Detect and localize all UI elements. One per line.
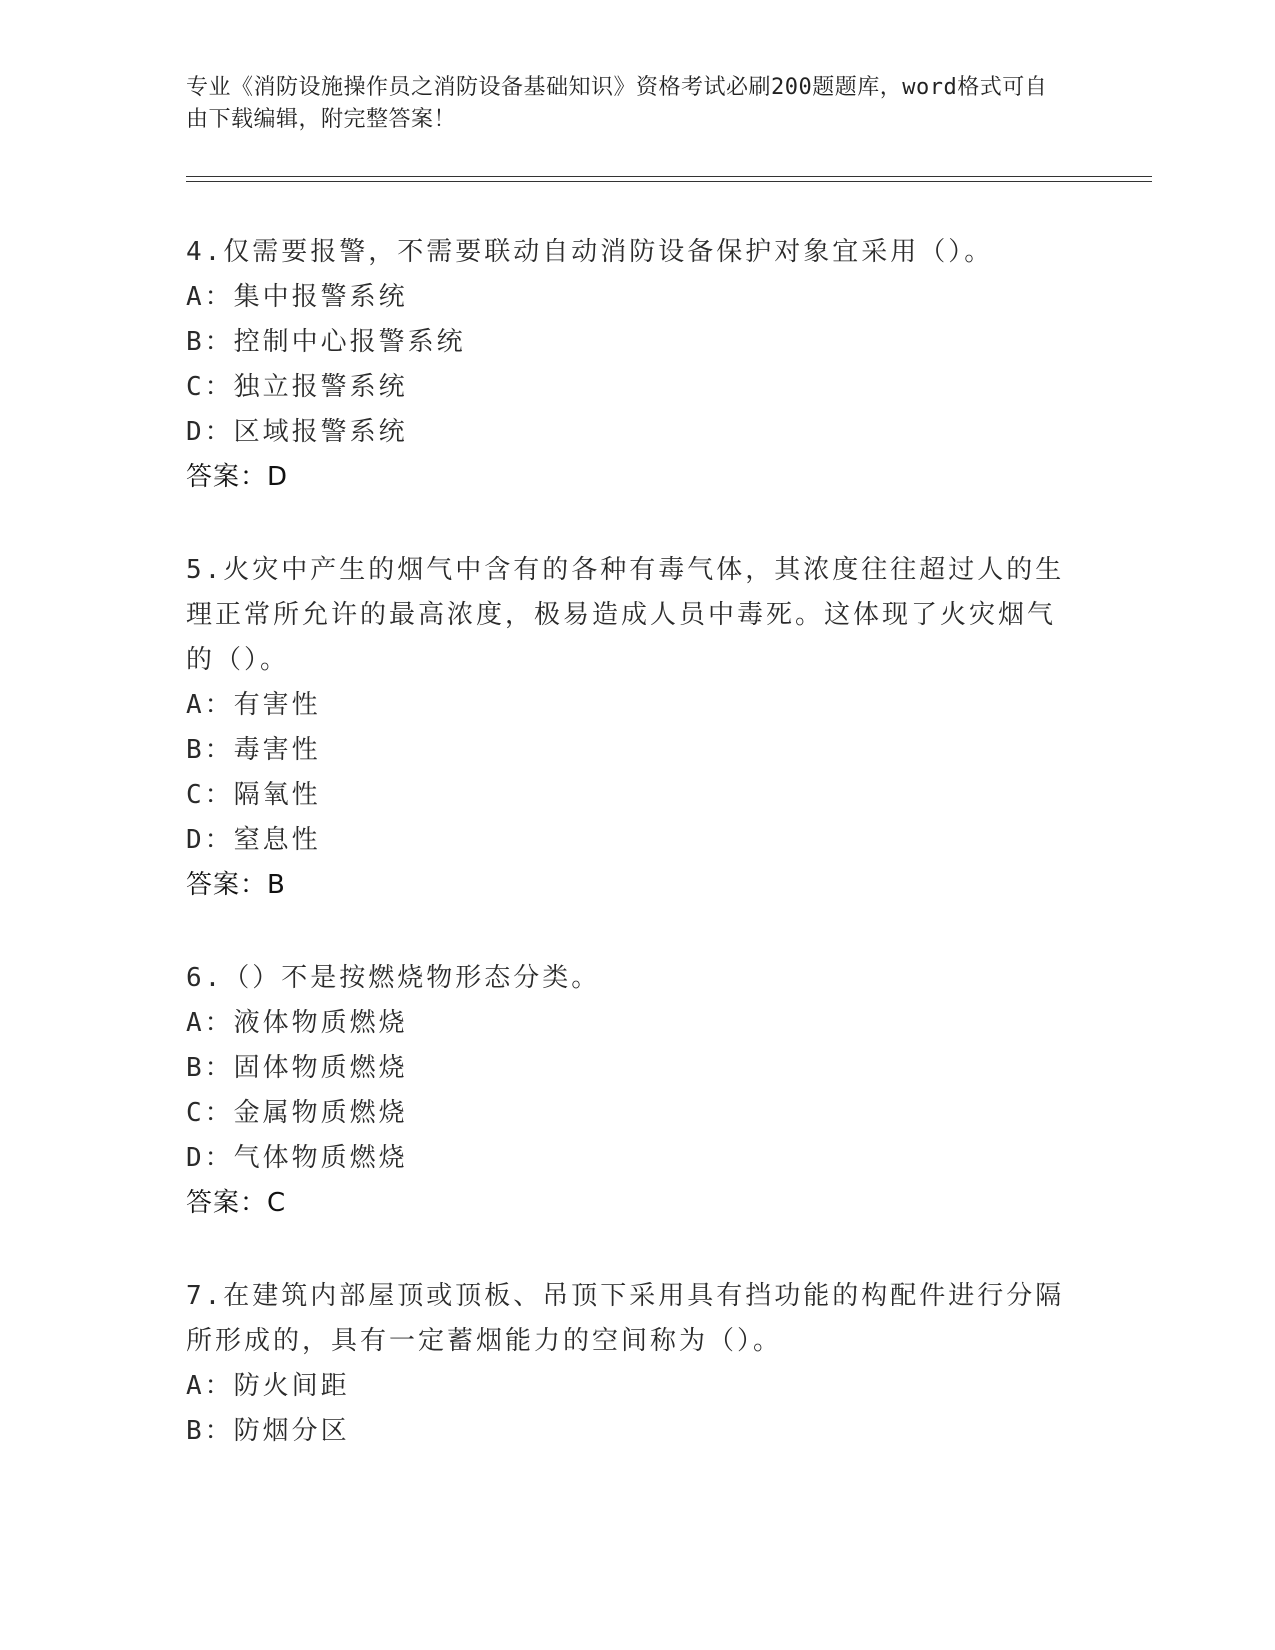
option-b: B：毒害性 <box>186 735 321 765</box>
option-b: B：控制中心报警系统 <box>186 327 466 357</box>
question-text: 4.仅需要报警，不需要联动自动消防设备保护对象宜采用（）。 <box>186 237 994 267</box>
question-text: 5.火灾中产生的烟气中含有的各种有毒气体，其浓度往往超过人的生理正常所允许的最高浓度，极易造成人员中毒死。这体现了火灾烟气的（）。 <box>186 555 1065 675</box>
question-text: 7.在建筑内部屋顶或顶板、吊顶下采用具有挡功能的构配件进行分隔所形成的，具有一定蓄烟能力的空间称为（）。 <box>186 1281 1065 1356</box>
option-c: C：金属物质燃烧 <box>186 1098 408 1128</box>
question-5 <box>186 548 1066 908</box>
question-7 <box>186 1274 1066 1454</box>
option-a: A：集中报警系统 <box>186 282 408 312</box>
option-c: C：隔氧性 <box>186 780 321 810</box>
question-text: 6.（）不是按燃烧物形态分类。 <box>186 963 601 993</box>
option-b: B：固体物质燃烧 <box>186 1053 408 1083</box>
question-list <box>186 230 1066 1502</box>
option-d: D：窒息性 <box>186 825 321 855</box>
question-4 <box>186 230 1066 500</box>
option-a: A：有害性 <box>186 690 321 720</box>
answer-line: 答案：D <box>186 462 289 492</box>
option-d: D：气体物质燃烧 <box>186 1143 408 1173</box>
option-a: A：液体物质燃烧 <box>186 1008 408 1038</box>
question-6 <box>186 956 1066 1226</box>
option-d: D：区域报警系统 <box>186 417 408 447</box>
header-divider-bottom <box>186 181 1152 182</box>
option-a: A：防火间距 <box>186 1371 350 1401</box>
document-header: 专业《消防设施操作员之消防设备基础知识》资格考试必刷200题题库，word格式可自由下载编辑，附完整答案！ <box>186 75 1048 132</box>
header-divider-top <box>186 176 1152 177</box>
option-c: C：独立报警系统 <box>186 372 408 402</box>
option-b: B：防烟分区 <box>186 1416 350 1446</box>
answer-line: 答案：B <box>186 870 286 900</box>
answer-line: 答案：C <box>186 1188 287 1218</box>
